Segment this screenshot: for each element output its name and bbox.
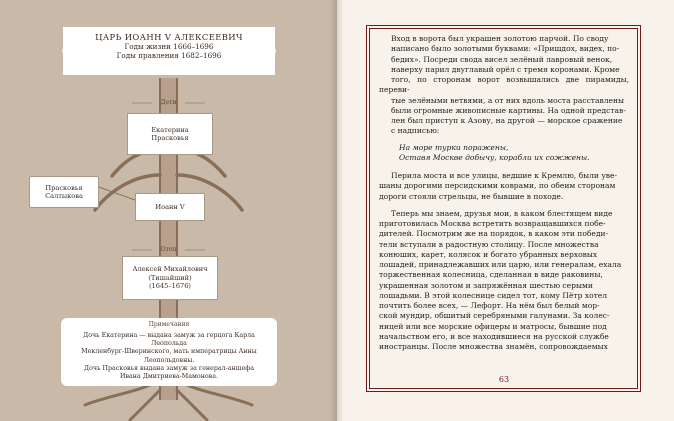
spouse-name-2: Салтыкова bbox=[45, 192, 83, 200]
text-line: приготовилась Москва встретить возвращавшихся побе- bbox=[379, 219, 606, 228]
spouse-box bbox=[29, 176, 99, 208]
verse-inscription bbox=[379, 143, 629, 164]
text-line: иностранцы. После множества знамён, сопровождаемых bbox=[379, 342, 608, 351]
verse-line: Оставя Москве добычу, корабли их сожжены. bbox=[399, 152, 590, 162]
father-epithet: (Тишайший) bbox=[148, 273, 192, 282]
ruler-name: ЦАРЬ ИОАНН V АЛЕКСЕЕВИЧ bbox=[95, 32, 243, 42]
text-line: начальством его, и все находившиеся на русской службе bbox=[379, 331, 609, 341]
self-box bbox=[135, 193, 205, 221]
text-line: Перила моста и все улицы, ведшие к Кремлю, были уве- bbox=[391, 171, 618, 180]
child-name-2: Прасковья bbox=[151, 134, 189, 142]
self-name: Иоанн V bbox=[155, 202, 185, 211]
text-line: торжественная колесница, сделанная в виде раковины, bbox=[379, 270, 603, 280]
father-years: (1645–1676) bbox=[148, 282, 191, 291]
text-line: почтить более всех, — Лефорт. На нём был белый мор- bbox=[379, 301, 600, 310]
father-name: Алексей Михайлович bbox=[132, 265, 208, 274]
notes-heading: Примечания bbox=[148, 321, 190, 328]
note-line-2: Мекленбург-Шверинского, мать императрицы Анны Леопольдовны. bbox=[81, 348, 257, 364]
text-line: ской мундир, обшитый серебряными галунами. За колес- bbox=[379, 311, 610, 321]
paragraph-2 bbox=[379, 171, 629, 202]
page-number: 63 bbox=[484, 372, 524, 388]
page-text bbox=[379, 34, 629, 352]
father-box bbox=[122, 256, 218, 300]
note-line-3: Дочь Прасковья выдана замуж за генерал-аншефа bbox=[84, 364, 254, 372]
father-label: Отец bbox=[160, 246, 177, 253]
text-line: тые зелёными ветвями, а от них вдоль моста расставлены bbox=[391, 95, 625, 105]
text-line: того, по сторонам ворот возвышались две пирамиды, переви- bbox=[379, 75, 629, 95]
text-line: лошадей, принадлежавших или царю, или генералам, ехала bbox=[379, 260, 622, 269]
right-page bbox=[337, 0, 674, 421]
text-line: лошадьми. В этой колеснице сидел тот, кому Пётр хотел bbox=[379, 290, 608, 300]
text-line: конюших, карет, колясок и богато убранных верховых bbox=[379, 249, 598, 259]
ruler-life-years: Годы жизни 1666–1696 bbox=[124, 42, 214, 51]
book-gutter bbox=[330, 0, 344, 421]
text-line: наверху парил двуглавый орёл с тремя коронами. Кроме bbox=[391, 64, 620, 74]
text-line: дителей. Посмотрим же на порядок, в каком эти победи- bbox=[379, 229, 609, 239]
notes-box bbox=[61, 318, 277, 386]
note-line-4: Ивана Дмитриева-Мамонова. bbox=[119, 373, 218, 381]
text-line: написано было золотыми буквами: «Пришдох, видех, по- bbox=[391, 44, 620, 54]
text-line: были огромные живописные картины. На одной представ- bbox=[391, 105, 626, 115]
text-line: с надписью: bbox=[391, 126, 440, 136]
paragraph-1 bbox=[379, 34, 629, 137]
paragraph-3 bbox=[379, 209, 629, 353]
child-box bbox=[127, 113, 213, 155]
verse-line: На море турки поражены, bbox=[399, 142, 509, 152]
text-line: тели вступали в радостную столицу. После множества bbox=[379, 239, 599, 249]
text-line: Теперь мы знаем, друзья мои, в каком блестящем виде bbox=[391, 208, 613, 218]
text-line: ницей или все морские офицеры и матросы, бывшие под bbox=[379, 321, 607, 331]
note-line-1: Дочь Екатерина — выдана замуж за герцога Карла Леопольда bbox=[83, 332, 255, 348]
text-line: украшенная золотом и запряжённая шестью серыми bbox=[379, 280, 593, 290]
children-label: Дети bbox=[160, 99, 177, 106]
ruler-reign-years: Годы правления 1682–1696 bbox=[116, 51, 222, 60]
ruler-title-plaque bbox=[63, 27, 275, 75]
text-line: Вход в ворота был украшен золотою парчой. По своду bbox=[391, 34, 609, 43]
text-line: лен был приступ к Азову, на другой — морское сражение bbox=[391, 116, 623, 125]
text-line: дороги стояли стрельцы, не бывшие в походе. bbox=[379, 191, 564, 201]
spouse-name-1: Прасковья bbox=[45, 183, 83, 192]
text-line: шаны дорогими персидскими коврами, по обеим сторонам bbox=[379, 181, 616, 191]
text-line: бедих». Посреди свода висел зелёный лавровый венок, bbox=[391, 54, 613, 64]
child-name-1: Екатерина bbox=[151, 125, 189, 134]
